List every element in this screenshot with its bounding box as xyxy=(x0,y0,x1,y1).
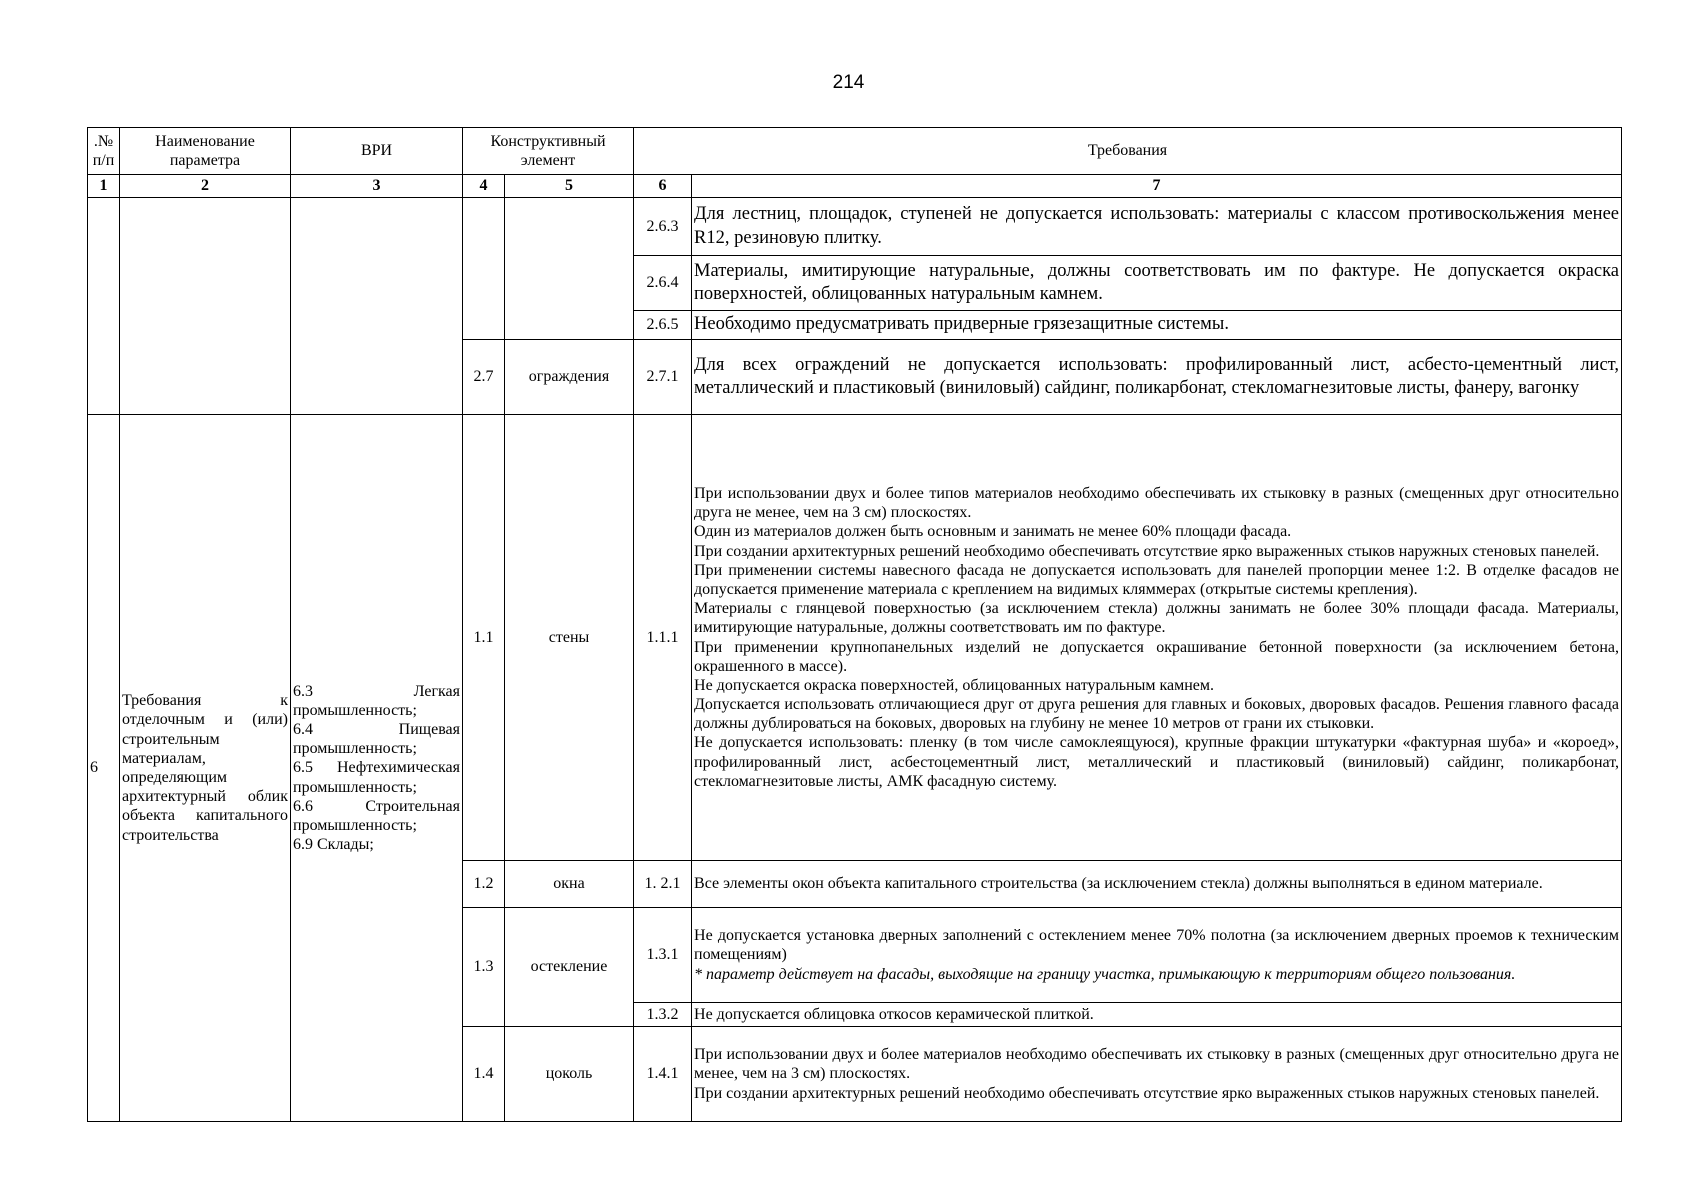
element-number: 1.2 xyxy=(463,861,505,908)
cell-empty xyxy=(120,198,291,415)
req-paragraph: Не допускается окраска поверхностей, облицованных натуральным камнем. xyxy=(694,676,1215,694)
req-paragraph: Все элементы окон объекта капитального строительства (за исключением стекла) должны выполняться в едином материале. xyxy=(694,875,1543,893)
req-paragraph: Не допускается установка дверных заполнений с остеклением менее 70% полотна (за исключением дверных проемов к техническим помещениям) xyxy=(694,927,1619,964)
vri-item: 6.9 Склады; xyxy=(293,836,374,854)
table-header-row xyxy=(88,128,1622,175)
header-vri: ВРИ xyxy=(291,128,463,175)
req-paragraph: Не допускается использовать: пленку (в том числе самоклеящуюся), крупные фракции штукатурки «фактурная шуба» и «короед», профилированный лист, асбестоцементный лист, металлический и пластиковый (виниловый) сайдинг, поликарбонат, стекломагнезитовые листы, АМК фасадную систему. xyxy=(694,734,1619,790)
element-number: 1.4 xyxy=(463,1027,505,1122)
cell-empty xyxy=(291,198,463,415)
req-paragraph: При применении крупнопанельных изделий не допускается окрашивание бетонной поверхности (за исключением бетона, окрашенного в массе). xyxy=(694,638,1619,675)
req-paragraph: При применении системы навесного фасада не допускается использовать для панелей пропорции менее 1:2. В отделке фасадов не допускается применение материала с креплением на видимых кляммерах (открытые системы крепления). xyxy=(694,561,1619,598)
param-name: Требования к отделочным и (или) строительным материалам, определяющим архитектурный облик объекта капитального строительства xyxy=(120,415,291,1122)
header-num: .№ п/п xyxy=(88,128,120,175)
vri-item: 6.4 Пищевая промышленность; xyxy=(293,721,460,758)
header-requirements: Требования xyxy=(634,128,1622,175)
req-code: 1.3.2 xyxy=(634,1003,692,1027)
colnum: 2 xyxy=(120,175,291,198)
element-name: стены xyxy=(505,415,634,861)
req-paragraph: Материалы с глянцевой поверхностью (за исключением стекла) должны занимать не более 30% площади фасада. Материалы, имитирующие натуральные, должны соответствовать им по фактуре. xyxy=(694,600,1619,637)
colnum: 1 xyxy=(88,175,120,198)
colnum: 4 xyxy=(463,175,505,198)
header-element: Конструктивный элемент xyxy=(463,128,634,175)
cell-empty xyxy=(463,198,505,340)
req-code: 2.6.5 xyxy=(634,311,692,340)
table-row xyxy=(88,198,1622,256)
req-text xyxy=(692,861,1622,908)
req-code: 1.1.1 xyxy=(634,415,692,861)
element-name: окна xyxy=(505,861,634,908)
vri-item: 6.6 Строительная промышленность; xyxy=(293,797,460,834)
colnum: 5 xyxy=(505,175,634,198)
page-number: 214 xyxy=(832,72,865,93)
req-text xyxy=(692,1027,1622,1122)
req-text: Не допускается облицовка откосов керамической плиткой. xyxy=(692,1003,1622,1027)
req-paragraph: При использовании двух и более типов материалов необходимо обеспечивать их стыковку в разных (смещенных друг относительно друга не менее, чем на 3 см) плоскостях. xyxy=(694,485,1619,522)
req-code: 2.7.1 xyxy=(634,340,692,415)
cell-empty xyxy=(505,198,634,340)
vri-item: 6.3 Легкая промышленность; xyxy=(293,682,460,719)
vri-list xyxy=(291,415,463,1122)
element-name: ограждения xyxy=(505,340,634,415)
req-code: 1.3.1 xyxy=(634,908,692,1003)
req-code: 1.4.1 xyxy=(634,1027,692,1122)
column-number-row xyxy=(88,175,1622,198)
element-number: 2.7 xyxy=(463,340,505,415)
element-name: цоколь xyxy=(505,1027,634,1122)
req-text: Необходимо предусматривать придверные грязезащитные системы. xyxy=(692,311,1622,340)
colnum: 7 xyxy=(692,175,1622,198)
req-code: 2.6.3 xyxy=(634,198,692,256)
section-number: 6 xyxy=(88,415,120,1122)
requirements-table xyxy=(87,127,1622,1122)
req-paragraph: При создании архитектурных решений необходимо обеспечивать отсутствие ярко выраженных стыков наружных стеновых панелей. xyxy=(694,1084,1600,1102)
req-paragraph: При создании архитектурных решений необходимо обеспечивать отсутствие ярко выраженных стыков наружных стеновых панелей. xyxy=(694,542,1600,560)
colnum: 3 xyxy=(291,175,463,198)
req-paragraph: При использовании двух и более материалов необходимо обеспечивать их стыковку в разных (смещенных друг относительно друга не менее, чем на 3 см) плоскостях. xyxy=(694,1046,1619,1083)
element-name: остекление xyxy=(505,908,634,1027)
element-number: 1.1 xyxy=(463,415,505,861)
req-paragraph: Один из материалов должен быть основным и занимать не менее 60% площади фасада. xyxy=(694,523,1292,541)
req-text: Для всех ограждений не допускается использовать: профилированный лист, асбесто-цементный лист, металлический и пластиковый (виниловый) сайдинг, поликарбонат, стекломагнезитовые листы, фанеру, вагонку xyxy=(692,340,1622,415)
header-param: Наименование параметра xyxy=(120,128,291,175)
colnum: 6 xyxy=(634,175,692,198)
req-text xyxy=(692,908,1622,1003)
element-number: 1.3 xyxy=(463,908,505,1027)
req-text: Для лестниц, площадок, ступеней не допускается использовать: материалы с классом противоскольжения менее R12, резиновую плитку. xyxy=(692,198,1622,256)
req-code: 2.6.4 xyxy=(634,256,692,311)
req-text xyxy=(692,415,1622,861)
req-text: Материалы, имитирующие натуральные, должны соответствовать им по фактуре. Не допускается окраска поверхностей, облицованных натуральным камнем. xyxy=(692,256,1622,311)
req-note: * параметр действует на фасады, выходящие на границу участка, примыкающую к территориям общего пользования. xyxy=(694,965,1516,983)
req-paragraph: Допускается использовать отличающиеся друг от друга решения для главных и боковых, дворовых фасадов. Решения главного фасада должны дублироваться на боковых, дворовых на глубину не менее 10 метров от грани их стыковки. xyxy=(694,696,1619,733)
req-code: 1. 2.1 xyxy=(634,861,692,908)
vri-item: 6.5 Нефтехимическая промышленность; xyxy=(293,759,460,796)
table-row xyxy=(88,415,1622,861)
cell-empty xyxy=(88,198,120,415)
